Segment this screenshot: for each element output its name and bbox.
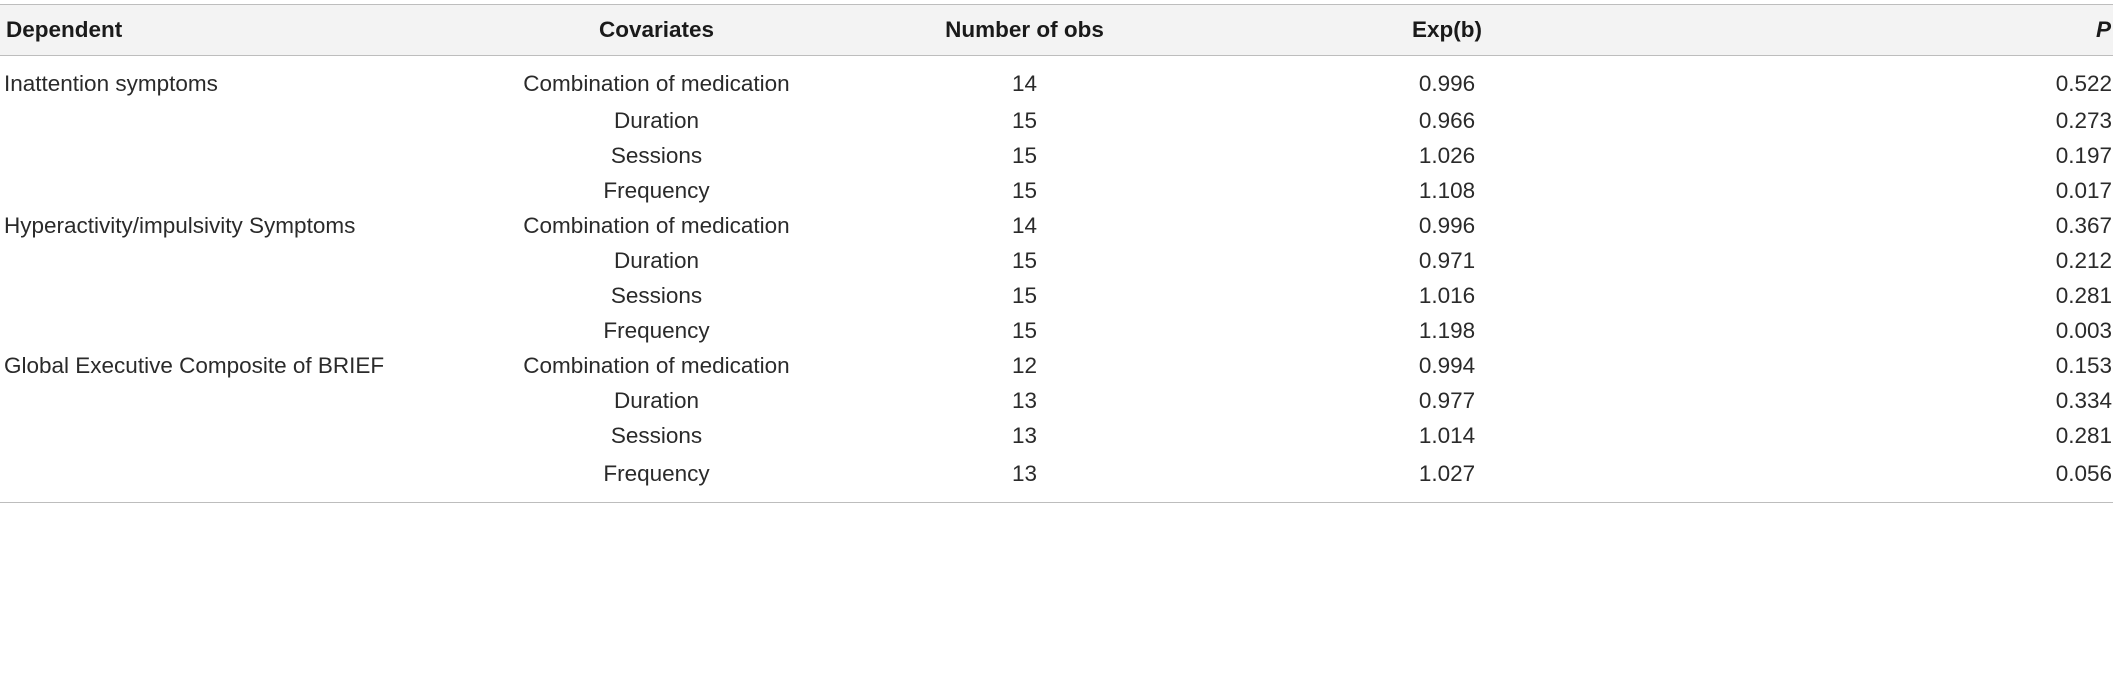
cell-number-of-obs: 13 [1011, 388, 1038, 414]
table-row [0, 243, 2113, 278]
header-number-of-obs: Number of obs [945, 17, 1104, 42]
cell-number-of-obs: 15 [1011, 107, 1038, 133]
table-header [0, 5, 2113, 56]
cell-p: 0.017 [2055, 177, 2112, 203]
cell-exp-b: 0.996 [1418, 212, 1476, 238]
cell-number-of-obs: 15 [1011, 247, 1038, 273]
cell-p: 0.334 [2055, 388, 2112, 414]
cell-covariate: Frequency [603, 177, 710, 203]
cell-exp-b: 1.026 [1418, 142, 1476, 168]
table-row [0, 208, 2113, 243]
cell-p: 0.281 [2055, 283, 2112, 309]
cell-covariate: Combination of medication [523, 353, 790, 379]
cell-exp-b: 0.994 [1418, 353, 1476, 379]
cell-dependent: Hyperactivity/impulsivity Symptoms [4, 212, 356, 238]
header-dependent: Dependent [6, 17, 123, 42]
cell-number-of-obs: 15 [1011, 283, 1038, 309]
cell-dependent [0, 173, 486, 208]
cell-p: 0.003 [2055, 318, 2112, 344]
cell-dependent [0, 278, 486, 313]
cell-covariate: Sessions [610, 423, 703, 449]
cell-p: 0.273 [2055, 107, 2112, 133]
cell-exp-b: 0.977 [1418, 388, 1476, 414]
table-row [0, 278, 2113, 313]
table-body [0, 56, 2113, 503]
table-row [0, 384, 2113, 419]
cell-exp-b: 0.971 [1418, 247, 1476, 273]
cell-dependent [0, 138, 486, 173]
table-row [0, 103, 2113, 138]
cell-dependent: Global Executive Composite of BRIEF [4, 353, 385, 379]
regression-table [0, 4, 2113, 503]
cell-exp-b: 0.996 [1418, 71, 1476, 96]
cell-number-of-obs: 14 [1011, 71, 1038, 96]
cell-p: 0.281 [2055, 423, 2112, 449]
table-row [0, 314, 2113, 349]
cell-exp-b: 0.966 [1418, 107, 1476, 133]
cell-p: 0.153 [2055, 353, 2112, 379]
cell-covariate: Frequency [603, 318, 710, 344]
cell-covariate: Sessions [610, 283, 703, 309]
cell-p: 0.212 [2055, 247, 2112, 273]
cell-covariate: Frequency [603, 460, 710, 486]
cell-exp-b: 1.198 [1418, 318, 1476, 344]
table-row [0, 419, 2113, 454]
cell-p: 0.367 [2055, 212, 2112, 238]
cell-number-of-obs: 12 [1011, 353, 1038, 379]
cell-exp-b: 1.108 [1418, 177, 1476, 203]
cell-number-of-obs: 14 [1011, 212, 1038, 238]
header-p: P [2095, 17, 2111, 42]
cell-dependent [0, 419, 486, 454]
cell-exp-b: 1.016 [1418, 283, 1476, 309]
header-covariates: Covariates [598, 17, 715, 42]
cell-dependent [0, 454, 486, 503]
cell-number-of-obs: 15 [1011, 142, 1038, 168]
table-row [0, 56, 2113, 104]
table-row [0, 173, 2113, 208]
cell-dependent: Inattention symptoms [4, 71, 218, 96]
cell-dependent [0, 243, 486, 278]
cell-dependent [0, 103, 486, 138]
cell-covariate: Duration [613, 107, 700, 133]
cell-number-of-obs: 13 [1011, 423, 1038, 449]
cell-exp-b: 1.014 [1418, 423, 1476, 449]
cell-covariate: Combination of medication [523, 212, 790, 238]
cell-p: 0.522 [2055, 71, 2112, 96]
header-exp-b: Exp(b) [1412, 17, 1482, 42]
header-row [0, 5, 2113, 56]
cell-p: 0.056 [2055, 460, 2112, 486]
table-row [0, 454, 2113, 503]
cell-dependent [0, 314, 486, 349]
cell-covariate: Sessions [610, 142, 703, 168]
cell-number-of-obs: 13 [1011, 460, 1038, 486]
cell-covariate: Combination of medication [523, 71, 790, 96]
cell-covariate: Duration [613, 388, 700, 414]
table-row [0, 138, 2113, 173]
cell-covariate: Duration [613, 247, 700, 273]
cell-dependent [0, 384, 486, 419]
cell-number-of-obs: 15 [1011, 318, 1038, 344]
table-row [0, 349, 2113, 384]
cell-p: 0.197 [2055, 142, 2112, 168]
cell-exp-b: 1.027 [1418, 460, 1476, 486]
cell-number-of-obs: 15 [1011, 177, 1038, 203]
